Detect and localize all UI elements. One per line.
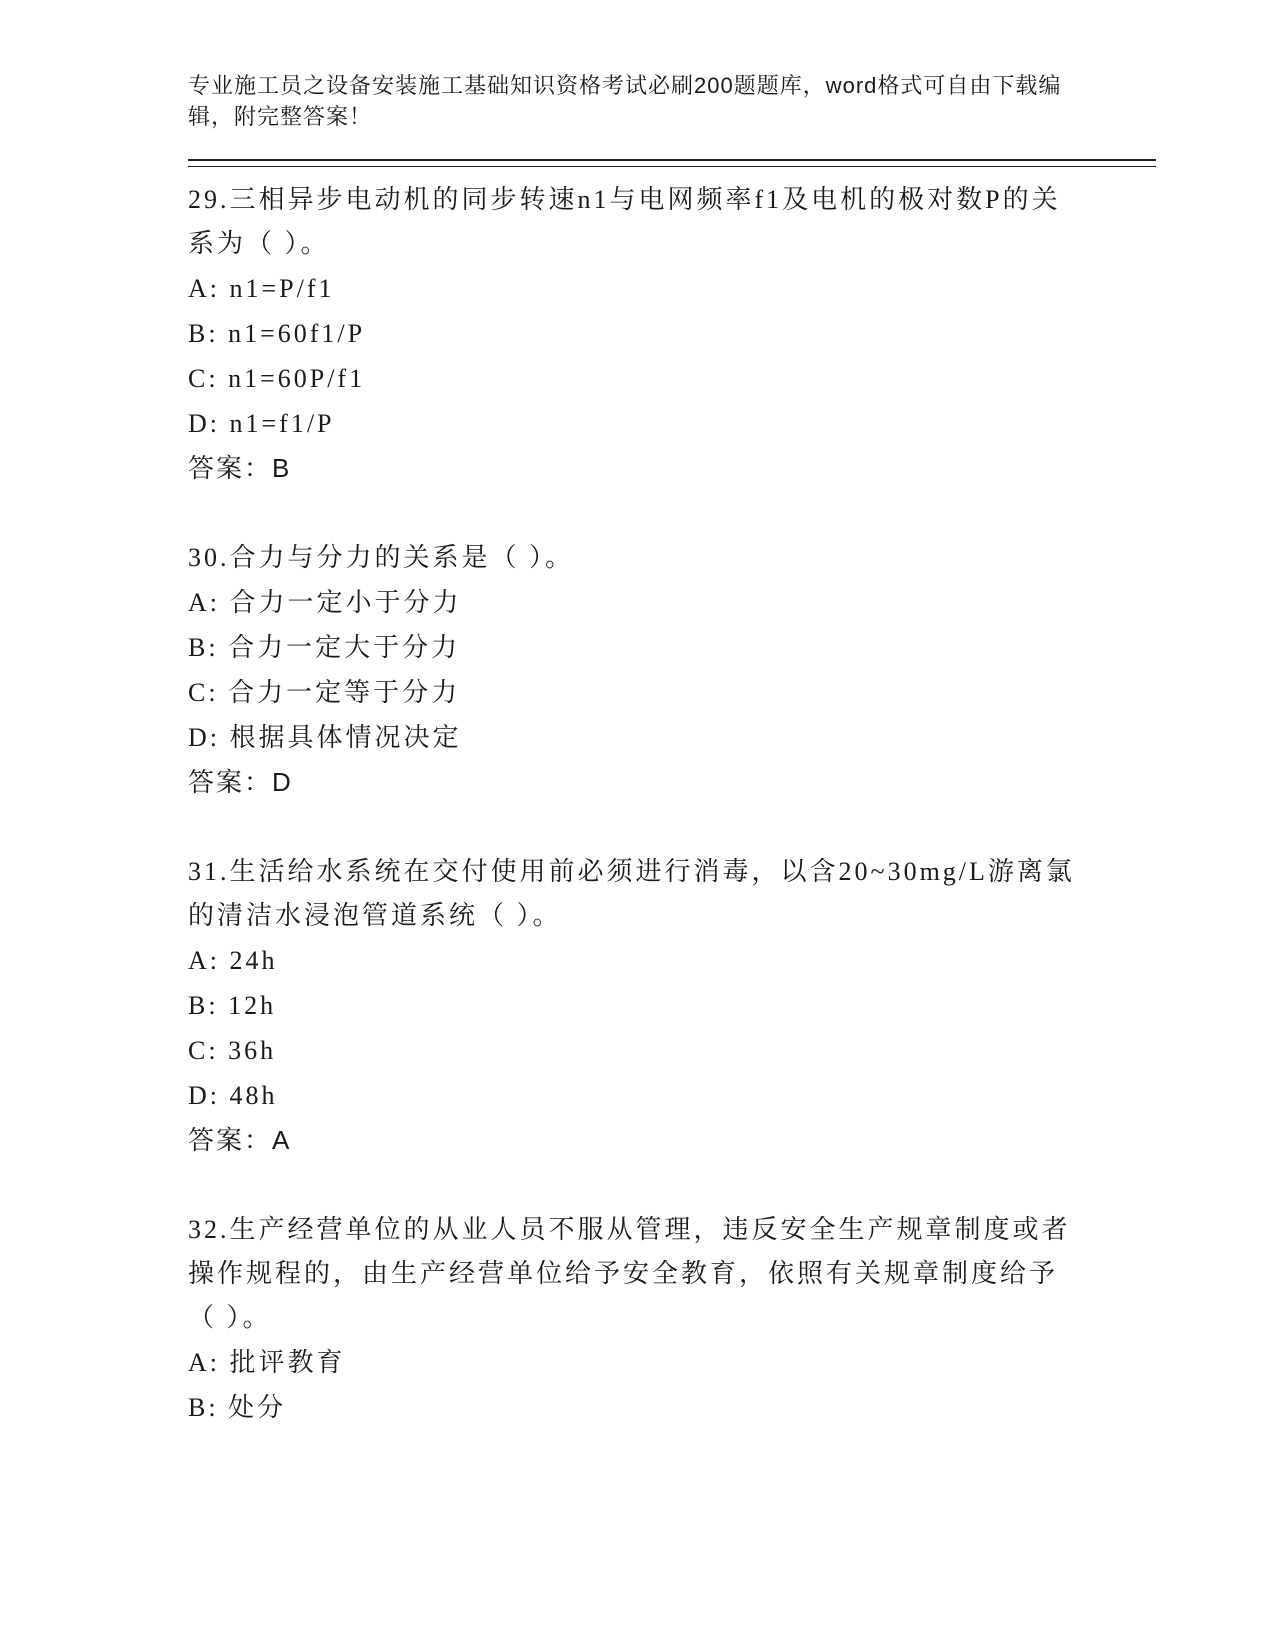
option-d: D: 根据具体情况决定 bbox=[188, 723, 462, 752]
option-c: C: 36h bbox=[188, 1036, 277, 1065]
question-stem: 29.三相异步电动机的同步转速n1与电网频率f1及电机的极对数P的关系为（ ）。 bbox=[188, 185, 1061, 258]
option-a: A: 合力一定小于分力 bbox=[188, 588, 462, 617]
document-page bbox=[188, 70, 1158, 1430]
question-stem: 32.生产经营单位的从业人员不服从管理，违反安全生产规章制度或者操作规程的，由生产经营单位给予安全教育，依照有关规章制度给予（ ）。 bbox=[188, 1215, 1071, 1332]
option-a: A: 24h bbox=[188, 946, 278, 975]
option-a: A: 批评教育 bbox=[188, 1348, 346, 1377]
option-b: B: 处分 bbox=[188, 1393, 287, 1422]
option-b: B: n1=60f1/P bbox=[188, 319, 366, 348]
question-stem: 30.合力与分力的关系是（ ）。 bbox=[188, 543, 575, 572]
option-b: B: 合力一定大于分力 bbox=[188, 633, 461, 662]
answer: 答案：A bbox=[188, 1125, 292, 1155]
question-32 bbox=[188, 1208, 1158, 1430]
document-intro: 专业施工员之设备安装施工基础知识资格考试必刷200题题库，word格式可自由下载编辑，附完整答案！ bbox=[188, 73, 1062, 129]
question-29 bbox=[188, 178, 1158, 490]
question-31 bbox=[188, 850, 1158, 1162]
question-30 bbox=[188, 536, 1158, 804]
answer: 答案：B bbox=[188, 453, 292, 483]
question-stem: 31.生活给水系统在交付使用前必须进行消毒，以含20~30mg/L游离氯的清洁水浸泡管道系统（ ）。 bbox=[188, 857, 1075, 930]
option-b: B: 12h bbox=[188, 991, 277, 1020]
answer: 答案：D bbox=[188, 767, 293, 797]
option-d: D: n1=f1/P bbox=[188, 409, 335, 438]
option-c: C: n1=60P/f1 bbox=[188, 364, 366, 393]
option-a: A: n1=P/f1 bbox=[188, 274, 335, 303]
option-d: D: 48h bbox=[188, 1081, 278, 1110]
header-divider bbox=[188, 159, 1156, 167]
option-c: C: 合力一定等于分力 bbox=[188, 678, 461, 707]
